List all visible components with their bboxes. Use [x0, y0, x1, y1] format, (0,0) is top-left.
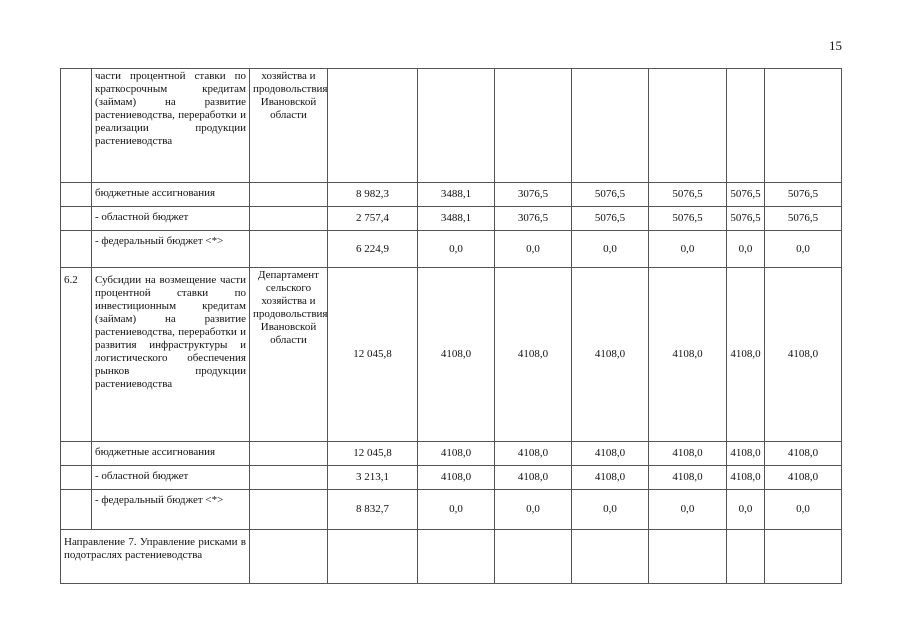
value-cell: 0,0 — [495, 490, 572, 530]
direction-heading: Направление 7. Управление рисками в подотраслях растениеводства — [61, 530, 250, 584]
finance-label: бюджетные ассигнования — [92, 183, 250, 207]
value-cell: 4108,0 — [649, 268, 727, 442]
value-cell: 3488,1 — [418, 207, 495, 231]
value-cell: 0,0 — [649, 490, 727, 530]
value-cell: 6 224,9 — [328, 231, 418, 268]
value-cell: 4108,0 — [495, 466, 572, 490]
value-cell: 0,0 — [649, 231, 727, 268]
value-cell: 4108,0 — [572, 442, 649, 466]
table-row — [61, 268, 842, 442]
value-cell: 0,0 — [727, 490, 765, 530]
value-cell: 8 982,3 — [328, 183, 418, 207]
finance-label: бюджетные ассигнования — [92, 442, 250, 466]
value-cell: 4108,0 — [572, 268, 649, 442]
budget-table — [60, 68, 842, 584]
value-cell: 4108,0 — [727, 442, 765, 466]
value-cell: 12 045,8 — [328, 442, 418, 466]
responsible-executor: Департамент сельского хозяйства и продовольствия Ивановской области — [250, 268, 328, 442]
value-cell: 3488,1 — [418, 183, 495, 207]
table-row — [61, 530, 842, 584]
item-description: части процентной ставки по краткосрочным кредитам (займам) на развитие растениеводства, переработки и реализации продукции растениеводства — [92, 69, 250, 183]
value-cell: 4108,0 — [727, 466, 765, 490]
value-cell: 0,0 — [572, 490, 649, 530]
value-cell: 12 045,8 — [328, 268, 418, 442]
value-cell: 4108,0 — [727, 268, 765, 442]
value-cell: 5076,5 — [572, 207, 649, 231]
index-cell — [61, 69, 92, 183]
value-cell: 5076,5 — [572, 183, 649, 207]
value-cell: 3076,5 — [495, 183, 572, 207]
value-cell: 5076,5 — [727, 207, 765, 231]
finance-label: - областной бюджет — [92, 207, 250, 231]
table-row — [61, 207, 842, 231]
table-row — [61, 231, 842, 268]
value-cell: 2 757,4 — [328, 207, 418, 231]
value-cell: 0,0 — [572, 231, 649, 268]
value-cell: 4108,0 — [418, 268, 495, 442]
value-cell: 5076,5 — [649, 183, 727, 207]
value-cell: 5076,5 — [727, 183, 765, 207]
table-row — [61, 69, 842, 183]
value-cell: 0,0 — [765, 490, 842, 530]
finance-label: - областной бюджет — [92, 466, 250, 490]
value-cell: 8 832,7 — [328, 490, 418, 530]
value-cell: 0,0 — [765, 231, 842, 268]
table-row — [61, 183, 842, 207]
value-cell: 4108,0 — [495, 442, 572, 466]
page-number: 15 — [829, 38, 842, 53]
responsible-executor: хозяйства и продовольствия Ивановской области — [250, 69, 328, 183]
value-cell: 4108,0 — [765, 442, 842, 466]
value-cell: 0,0 — [727, 231, 765, 268]
item-description: Субсидии на возмещение части процентной ставки по инвестиционным кредитам (займам) на развитие растениеводства, переработки и развития инфраструктуры и логистического обеспечения рынков продукции растениеводства — [92, 268, 250, 442]
value-cell: 4108,0 — [495, 268, 572, 442]
table-row — [61, 466, 842, 490]
value-cell: 4108,0 — [765, 466, 842, 490]
finance-label: - федеральный бюджет <*> — [92, 490, 250, 530]
value-cell: 5076,5 — [765, 207, 842, 231]
item-index: 6.2 — [61, 268, 92, 442]
value-cell: 4108,0 — [572, 466, 649, 490]
value-cell: 3076,5 — [495, 207, 572, 231]
value-cell: 4108,0 — [765, 268, 842, 442]
value-cell: 0,0 — [418, 490, 495, 530]
value-cell: 4108,0 — [649, 466, 727, 490]
value-cell: 0,0 — [418, 231, 495, 268]
value-cell: 3 213,1 — [328, 466, 418, 490]
value-cell: 4108,0 — [418, 442, 495, 466]
table-row — [61, 442, 842, 466]
finance-label: - федеральный бюджет <*> — [92, 231, 250, 268]
value-cell: 5076,5 — [765, 183, 842, 207]
value-cell: 0,0 — [495, 231, 572, 268]
value-cell: 4108,0 — [418, 466, 495, 490]
table-row — [61, 490, 842, 530]
value-cell: 5076,5 — [649, 207, 727, 231]
value-cell: 4108,0 — [649, 442, 727, 466]
